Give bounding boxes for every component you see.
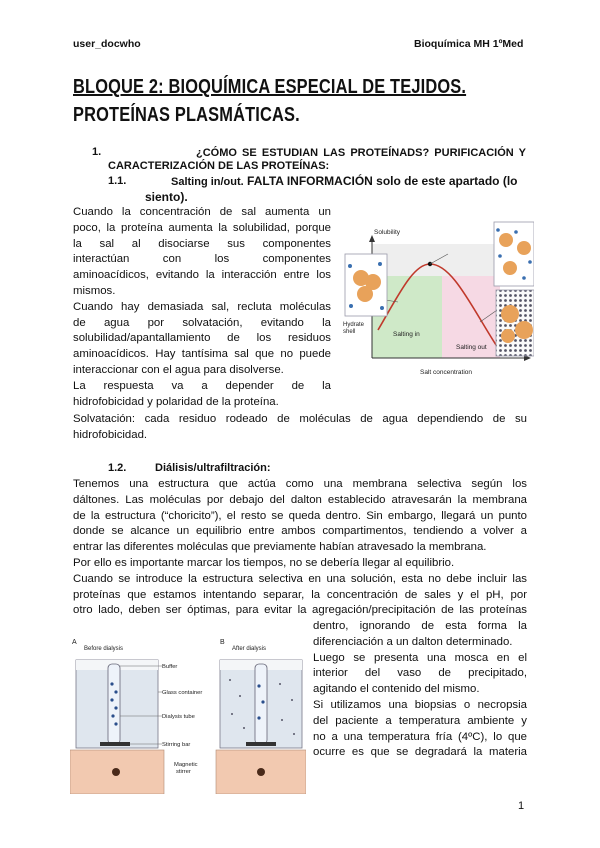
x-axis-label: Salt concentration bbox=[420, 369, 473, 376]
text-line: Si utilizamos una biopsias o necropsia bbox=[313, 698, 527, 711]
text-line: poco, la proteína aumenta la solubilidad, porque bbox=[73, 221, 331, 234]
subsection-1-1-heading bbox=[171, 174, 518, 188]
text-line: interactúan con los componentes bbox=[73, 253, 331, 266]
molecule-dot bbox=[110, 698, 113, 701]
hydrate-label: Hydrate bbox=[343, 322, 365, 328]
salt-ion bbox=[496, 228, 500, 232]
salt-ion bbox=[349, 304, 353, 308]
dialysis-paragraph bbox=[73, 477, 527, 619]
salt-ion bbox=[348, 264, 352, 268]
dialysis-tube-b bbox=[255, 664, 267, 744]
subsection-1-2-title: Diálisis/ultrafiltración: bbox=[155, 462, 271, 474]
subsection-1-1-title: Salting in/out. bbox=[171, 176, 244, 188]
molecule-dot bbox=[261, 700, 264, 703]
text-line: Por ello es importante marcar los tiempos, no se debería llegar al equilibrio. bbox=[73, 556, 455, 569]
glass-container-label: Glass container bbox=[162, 690, 203, 696]
salt-ion bbox=[380, 306, 384, 310]
dialysis-figure bbox=[70, 636, 306, 794]
salt-ion bbox=[514, 230, 518, 234]
subsection-1-1-note: FALTA INFORMACIÓN solo de este apartado (lo bbox=[243, 174, 518, 188]
subsection-1-1-note-line2: siento). bbox=[145, 190, 188, 204]
molecule-dot bbox=[281, 719, 283, 721]
stirrer-knob-a bbox=[112, 768, 120, 776]
text-line: de la estructura (“choricito”), el resto se queda dentro. Sin embargo, llegará un punto bbox=[73, 509, 527, 522]
molecule-dot bbox=[257, 716, 260, 719]
molecule-dot bbox=[111, 714, 114, 717]
molecule-dot bbox=[229, 679, 231, 681]
text-line: diferenciación a un dalton determinado. bbox=[313, 635, 513, 648]
stirring-bar-label: Stirring bar bbox=[162, 742, 191, 748]
molecule-dot bbox=[114, 690, 117, 693]
text-line: Tenemos una estructura que actúa como una membrana selectiva según los bbox=[73, 478, 527, 490]
molecule-dot bbox=[293, 733, 295, 735]
text-line: del paciente a temperatura ambiente y bbox=[313, 714, 527, 727]
text-line: dáltones. Las moléculas por debajo del dalton establecido atravesarán la membrana bbox=[73, 493, 527, 506]
subsection-1-1-number: 1.1. bbox=[108, 175, 127, 187]
text-line: agitando el contenido del mismo. bbox=[313, 683, 480, 696]
section-1-heading-line1: ¿CÓMO SE ESTUDIAN LAS PROTEÍNADS? PURIFICACIÓN Y bbox=[196, 147, 526, 159]
molecule-dot bbox=[257, 684, 260, 687]
solvation-paragraph bbox=[73, 412, 527, 444]
protein-molecule bbox=[517, 241, 531, 255]
molecule-dot bbox=[114, 706, 117, 709]
text-line: interior del vaso de precipitado, bbox=[313, 667, 527, 680]
stirrer-label: stirrer bbox=[176, 769, 191, 775]
salt-ion bbox=[378, 262, 382, 266]
text-line: la sal al disociarse sus componentes bbox=[73, 237, 331, 250]
molecule-dot bbox=[114, 722, 117, 725]
protein-molecule bbox=[515, 321, 533, 339]
panel-b-label: B bbox=[220, 639, 225, 646]
text-line: no a una temperatura fría (4ºC), lo que bbox=[313, 730, 527, 743]
salt-ion bbox=[498, 254, 502, 258]
text-line: aminoacídicos. Hay tantísima sal que no puede bbox=[73, 348, 331, 361]
text-line: Cuando hay demasiada sal, recluta moléculas bbox=[73, 300, 331, 313]
text-line: dentro, ignorando de esta forma la bbox=[313, 620, 527, 632]
molecule-dot bbox=[291, 699, 293, 701]
protein-molecule bbox=[501, 305, 519, 323]
text-line: ocurre es que se degradará la materia bbox=[313, 746, 527, 759]
text-line: solubilidad/apantallamiento de los residuos bbox=[73, 332, 331, 345]
text-line: aminoacídicos, evitando la interacción entre los bbox=[73, 269, 331, 282]
text-line: entrar las diferentes moléculas que previamente habían atravesado la membrana. bbox=[73, 541, 487, 554]
text-line: otro lado, deben ser óptimas, para evitar la agregación/precipitación de las proteínas bbox=[73, 604, 527, 617]
after-dialysis-label: After dialysis bbox=[232, 646, 267, 652]
stirring-bar-b bbox=[246, 742, 276, 746]
text-line: interaccionar con el agua para disolverse. bbox=[73, 363, 284, 376]
salting-in-box bbox=[494, 222, 534, 286]
molecule-dot bbox=[231, 713, 233, 715]
salting-out-label: Salting out bbox=[456, 344, 487, 351]
text-line: hidrofobicidad. bbox=[73, 428, 148, 441]
section-1-heading-line2: CARACTERIZACIÓN DE LAS PROTEÍNAS: bbox=[108, 160, 330, 172]
salt-ion bbox=[528, 260, 532, 264]
protein-molecule bbox=[503, 261, 517, 275]
text-line: Cuando se introduce la estructura selectiva en una solución, esta no debe incluir las bbox=[73, 572, 527, 585]
text-line: Cuando la concentración de sal aumenta un bbox=[73, 206, 331, 218]
dialysis-tube-a bbox=[108, 664, 120, 744]
page-number: 1 bbox=[518, 800, 525, 812]
molecule-dot bbox=[110, 682, 113, 685]
salting-in-label: Salting in bbox=[393, 331, 420, 338]
stirring-bar-a bbox=[100, 742, 130, 746]
magnetic-label: Magnetic bbox=[174, 762, 198, 768]
molecule-dot bbox=[279, 683, 281, 685]
text-line: Solvatación: cada residuo rodeado de moléculas de agua dependiendo de su bbox=[73, 413, 527, 425]
y-axis-label: Solubility bbox=[374, 229, 401, 236]
y-axis-arrow-icon bbox=[369, 235, 375, 242]
document-title-line1: BLOQUE 2: BIOQUÍMICA ESPECIAL DE TEJIDOS. bbox=[73, 76, 467, 98]
subsection-1-2-number: 1.2. bbox=[108, 462, 127, 474]
text-line: donde se alcance un equilibrio entre ambos compartimentos, tendiendo a volver a bbox=[73, 525, 527, 538]
protein-molecule bbox=[357, 286, 373, 302]
text-line: de agua por solvatación, evitando la bbox=[73, 316, 331, 329]
salt-ion bbox=[522, 276, 526, 280]
salting-figure bbox=[338, 218, 534, 390]
text-line: hidrofobicidad y polaridad de la proteína. bbox=[73, 395, 279, 408]
protein-molecule bbox=[501, 329, 515, 343]
text-line: Luego se presenta una mosca en el bbox=[313, 651, 527, 664]
header-subject: Bioquímica MH 1ºMed bbox=[414, 38, 524, 50]
text-line: proteínas que estamos intentando separar, la concentración de sales y el pH, por bbox=[73, 588, 527, 601]
before-dialysis-label: Before dialysis bbox=[84, 646, 124, 652]
protein-molecule bbox=[499, 233, 513, 247]
shell-label: shell bbox=[343, 329, 356, 335]
stirrer-knob-b bbox=[257, 768, 265, 776]
molecule-dot bbox=[243, 727, 245, 729]
section-1-number: 1. bbox=[92, 146, 102, 158]
dialysis-tube-label: Dialysis tube bbox=[162, 714, 195, 720]
header-user: user_docwho bbox=[73, 38, 141, 50]
document-title-line2: PROTEÍNAS PLASMÁTICAS. bbox=[73, 104, 300, 126]
text-line: mismos. bbox=[73, 284, 116, 297]
text-line: La respuesta va a depender de la bbox=[73, 379, 331, 392]
dialysis-paragraph-continued bbox=[313, 619, 527, 761]
panel-a-label: A bbox=[72, 639, 77, 646]
buffer-label: Buffer bbox=[162, 664, 178, 670]
molecule-dot bbox=[239, 695, 241, 697]
salting-paragraph bbox=[73, 205, 331, 410]
